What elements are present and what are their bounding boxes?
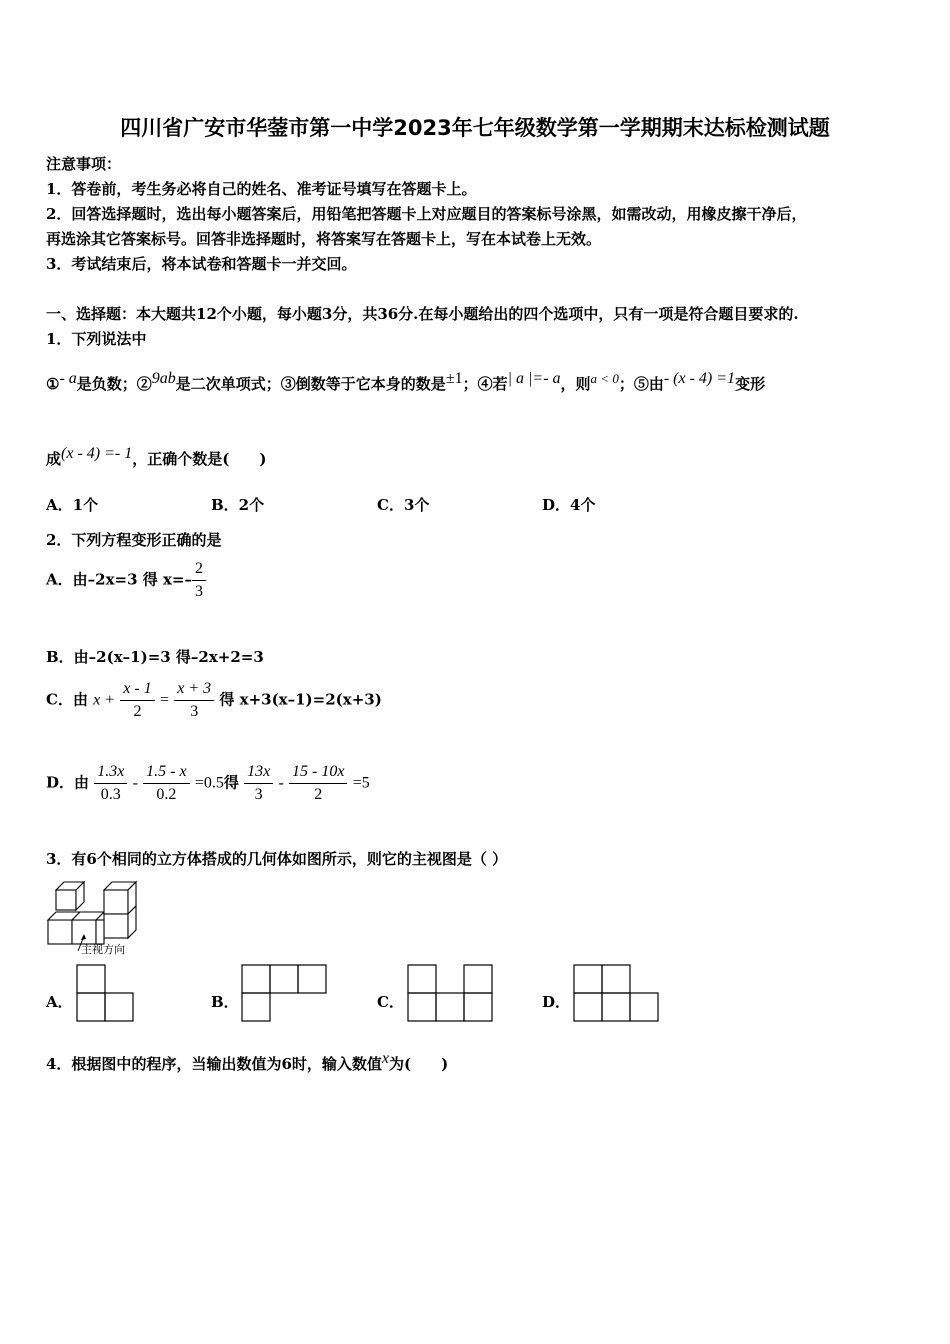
q2-d-frac4	[289, 763, 347, 804]
q1-option-b: B．2个	[211, 496, 265, 514]
q2-a-num: 2	[192, 560, 206, 581]
q1-text-1: ①	[46, 375, 60, 393]
q1-text-3: 是二次单项式；③倒数等于它本身的数是	[175, 375, 446, 393]
q1-text-5: ，则	[560, 375, 591, 393]
q1-math-pm1: ±1	[445, 370, 463, 387]
q1-text-2: 是负数；②	[76, 375, 152, 393]
q4-stem-a: 4．根据图中的程序，当输出数值为6时，输入数值	[46, 1055, 382, 1073]
notice-heading: 注意事项：	[46, 155, 122, 173]
q3-option-a-label: A．	[46, 993, 73, 1011]
q3-option-a-figure	[76, 964, 136, 1024]
q2-d-frac3	[244, 763, 273, 804]
q1-text-7: 变形	[735, 375, 766, 393]
q2-c-frac1	[120, 680, 154, 721]
q1-option-c: C．3个	[377, 496, 430, 514]
q3-option-d-label: D．	[542, 993, 571, 1011]
q1-option-a: A．1个	[46, 496, 99, 514]
q2-d-frac2	[143, 763, 189, 804]
q2-d-n3: 13x	[244, 763, 273, 784]
q2-option-c	[46, 680, 382, 721]
q2-d-d3: 3	[254, 786, 263, 803]
q2-d-n4: 15 - 10x	[289, 763, 347, 784]
notice-item-1: 1．答卷前，考生务必将自己的姓名、准考证号填写在答题卡上。	[46, 180, 477, 198]
q2-a-label: A．由	[46, 570, 88, 589]
q3-option-c-label: C．	[377, 993, 404, 1011]
q2-d-minus2: -	[278, 774, 284, 792]
q2-d-n2: 1.5 - x	[143, 763, 189, 784]
q3-option-b-figure	[241, 964, 331, 1024]
q1-statements-cont	[46, 445, 266, 469]
q2-option-b: B．由–2(x–1)=3 得–2x+2=3	[46, 648, 264, 666]
q2-d-label: D．由	[46, 773, 90, 792]
q1-text-6: ；⑤由	[618, 375, 664, 393]
q2-c-n1: x - 1	[120, 680, 154, 701]
q2-stem: 2．下列方程变形正确的是	[46, 531, 222, 549]
q1-text-4: ；④若	[462, 375, 508, 393]
q2-option-a	[46, 560, 206, 601]
q1-math-eq2: (x - 4) =- 1	[61, 445, 133, 462]
q2-c-label: C．由	[46, 690, 88, 709]
q2-option-d	[46, 763, 370, 804]
q2-d-frac1	[94, 763, 127, 804]
q1-text-9: ，正确个数是( )	[132, 450, 267, 468]
q3-solid-figure	[44, 878, 144, 956]
q1-math-9ab: 9ab	[151, 370, 176, 387]
q1-option-d: D．4个	[542, 496, 596, 514]
q2-c-d1: 2	[133, 703, 142, 720]
q2-d-mid: 得	[223, 773, 239, 792]
q3-stem: 3．有6个相同的立方体搭成的几何体如图所示，则它的主视图是（ ）	[46, 850, 508, 868]
q4-stem	[46, 1050, 448, 1074]
q1-math-abs: | a |=- a	[507, 370, 561, 387]
q2-d-d2: 0.2	[156, 786, 177, 803]
q2-d-eq2: =5	[352, 774, 370, 792]
page-title: 四川省广安市华蓥市第一中学2023年七年级数学第一学期期末达标检测试题	[120, 116, 830, 140]
q2-c-tail: 得 x+3(x–1)=2(x+3)	[219, 690, 382, 709]
q2-c-n2: x + 3	[174, 680, 214, 701]
q1-math-neg-a: - a	[59, 370, 77, 387]
q2-a-text: –2x=3 得 x=–	[87, 570, 192, 589]
q1-math-eq1: - (x - 4) =1	[663, 370, 736, 387]
q2-d-minus: -	[132, 774, 138, 792]
q2-a-den: 3	[194, 583, 203, 600]
q1-text-8: 成	[46, 450, 62, 468]
notice-item-3: 3．考试结束后，将本试卷和答题卡一并交回。	[46, 255, 357, 273]
q2-d-eq1: =0.5	[194, 774, 224, 792]
q3-option-b-label: B．	[211, 993, 239, 1011]
q3-view-direction-label: 主视方向	[81, 943, 125, 956]
section-heading: 一、选择题：本大题共12个小题，每小题3分，共36分.在每小题给出的四个选项中，只有一项是符合题目要求的.	[46, 305, 799, 323]
q2-a-fraction	[192, 560, 206, 601]
notice-item-2: 2．回答选择题时，选出每小题答案后，用铅笔把答题卡上对应题目的答案标号涂黑，如需改动，用橡皮擦干净后，	[46, 205, 807, 223]
q2-d-d1: 0.3	[100, 786, 121, 803]
q4-var-x: x	[381, 1050, 389, 1067]
q1-math-a-lt-0: a < 0	[590, 371, 619, 386]
q2-c-d2: 3	[190, 703, 199, 720]
notice-item-2-cont: 再选涂其它答案标号。回答非选择题时，将答案写在答题卡上，写在本试卷上无效。	[46, 230, 602, 248]
q2-c-eq: =	[160, 691, 170, 709]
q4-stem-b: 为( )	[389, 1055, 449, 1073]
q1-stem: 1．下列说法中	[46, 330, 147, 348]
q1-statements	[46, 370, 765, 394]
q3-option-d-figure	[573, 964, 663, 1024]
q2-c-frac2	[174, 680, 214, 721]
q2-d-n1: 1.3x	[94, 763, 127, 784]
q2-d-d4: 2	[314, 786, 323, 803]
q3-option-c-figure	[407, 964, 497, 1024]
q2-c-x: x +	[93, 691, 116, 709]
